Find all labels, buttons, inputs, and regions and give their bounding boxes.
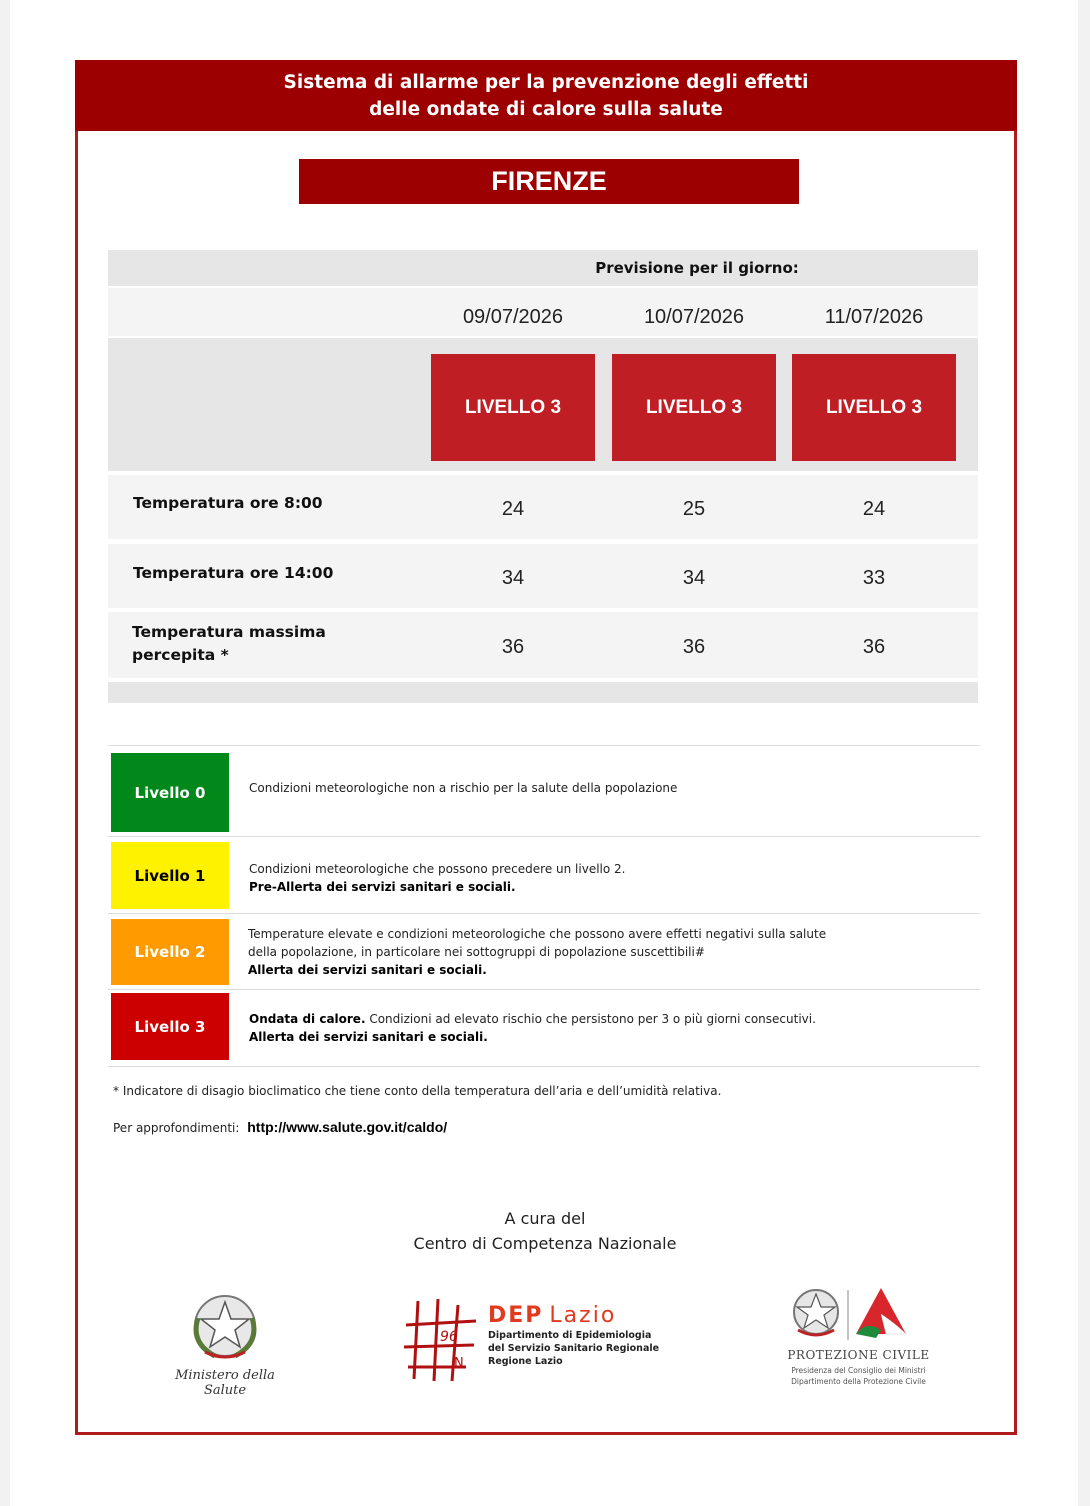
legend-level-3-text [249,1010,971,1046]
legend-level-1-desc: Condizioni meteorologiche che possono precedere un livello 2. [249,862,626,876]
legend-level-3-lead: Ondata di calore. [249,1012,366,1026]
credit-line-2: Centro di Competenza Nazionale [413,1234,677,1253]
legend-level-2-swatch: Livello 2 [111,919,229,985]
dep-line-1: Dipartimento di Epidemiologia [488,1330,652,1341]
more-info [113,1119,447,1135]
more-info-link[interactable]: http://www.salute.gov.it/caldo/ [247,1119,448,1135]
row-label-temp-14: Temperatura ore 14:00 [133,564,334,582]
level-badge: LIVELLO 3 [612,354,776,461]
level-badge: LIVELLO 3 [431,354,595,461]
protezione-civile-emblem-icon [786,1284,931,1346]
protezione-civile-logo [786,1284,931,1390]
temp-max-value: 36 [682,636,706,658]
temp-8-value: 24 [501,498,525,520]
temp-8-value: 25 [682,498,706,520]
legend-level-0-swatch: Livello 0 [111,753,229,832]
legend-divider [108,1066,980,1067]
more-info-label: Per approfondimenti: [113,1121,240,1135]
credit-line-1: A cura del [504,1209,586,1228]
row-label-temp-8: Temperatura ore 8:00 [133,494,323,512]
dep-line-2: del Servizio Sanitario Regionale [488,1343,660,1354]
row-label-temp-max-line2: percepita * [132,646,229,664]
legend-divider [108,745,980,746]
forecast-title-text: Previsione per il giorno: [595,259,799,277]
footnote: * Indicatore di disagio bioclimatico che tiene conto della temperatura dell’aria e dell’umidità relativa. [113,1084,722,1098]
legend-level-0-desc: Condizioni meteorologiche non a rischio per la salute della popolazione [249,781,678,795]
dep-lazio-logo [404,1297,674,1387]
pc-title: PROTEZIONE CIVILE [787,1348,930,1362]
temp-max-value: 36 [501,636,525,658]
dep-name [488,1303,616,1328]
bulletin-header [75,60,1017,131]
legend-level-3-desc: Condizioni ad elevato rischio che persistono per 3 o più giorni consecutivi. [365,1012,816,1026]
legend-level-3-swatch: Livello 3 [111,993,229,1060]
legend-level-2-desc-1: Temperature elevate e condizioni meteorologiche che possono avere effetti negativi sulla salute [248,927,827,941]
dep-region: Lazio [549,1303,617,1328]
forecast-date: 10/07/2026 [643,306,745,328]
svg-text:96: 96 [440,1329,458,1345]
credit [345,1206,745,1256]
legend-level-1-action: Pre-Allerta dei servizi sanitari e sociali. [249,880,516,894]
pc-line-2: Dipartimento della Protezione Civile [791,1377,926,1386]
legend-level-2-desc-2: della popolazione, in particolare nei sottogruppi di popolazione suscettibili# [248,945,705,959]
legend-level-0-text [249,779,971,797]
ministero-logo [160,1288,290,1398]
header-line-1: Sistema di allarme per la prevenzione degli effetti [283,71,809,93]
temp-8-value: 24 [862,498,886,520]
pc-caption [786,1365,931,1387]
legend-level-2-text [248,925,970,979]
legend-level-1-swatch: Livello 1 [111,842,229,909]
svg-text:N: N [454,1356,464,1371]
table-footer-bar [108,682,978,703]
city-title: FIRENZE [299,159,799,204]
legend-level-1-text [249,860,971,896]
dep-name-text: DEP [488,1303,544,1328]
legend-level-2-action: Allerta dei servizi sanitari e sociali. [248,963,487,977]
row-label-temp-max-line1: Temperatura massima [132,623,326,641]
temp-14-value: 34 [501,567,525,589]
dep-line-3: Regione Lazio [488,1356,563,1367]
dep-grid-icon [404,1297,484,1383]
header-line-2: delle ondate di calore sulla salute [369,98,723,120]
legend-divider [108,836,980,837]
forecast-date: 09/07/2026 [462,306,564,328]
row-label-temp-max [132,621,326,667]
dep-caption [488,1329,659,1368]
legend-level-3-action: Allerta dei servizi sanitari e sociali. [249,1030,488,1044]
temp-max-value: 36 [862,636,886,658]
temp-14-value: 34 [682,567,706,589]
forecast-title [108,250,978,286]
pc-line-1: Presidenza del Consiglio dei Ministri [791,1366,926,1375]
level-badge: LIVELLO 3 [792,354,956,461]
ministero-label: Ministero della Salute [175,1368,275,1398]
temp-14-value: 33 [862,567,886,589]
legend-divider [108,989,980,990]
legend-divider [108,913,980,914]
forecast-date: 11/07/2026 [824,306,924,328]
